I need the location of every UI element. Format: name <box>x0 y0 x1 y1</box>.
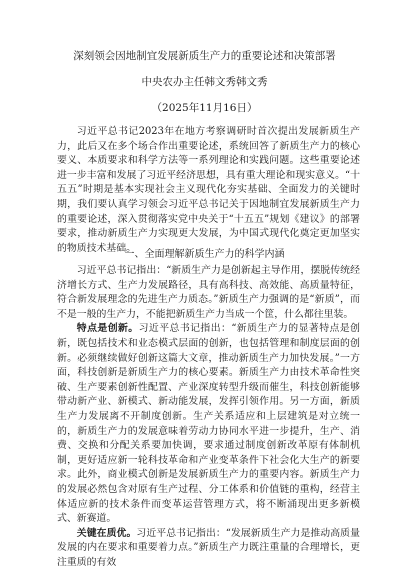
paragraph-2 <box>57 322 360 526</box>
intro-paragraph: 习近平总书记2023年在地方考察调研时首次提出发展新质生产力，此后又在多个场合作出重要论述，系统回答了新质生产力的核心要义、本质要求和科学方法等一系列理论和实践问题。这些重要论述进一步丰富和发展了习近平经济思想，具有重大理论和现实意义。“十五五”时期是基本实现社会主义现代化夯实基础、全面发力的关键时期，我们要认真学习领会习近平总书记关于因地制宜发展新质生产力的重要论述，深入贯彻落实党中央关于“十五五”规划《建议》的部署要求，推动新质生产力实现更大发展，为中国式现代化奠定更加坚实的物质技术基础。 <box>57 126 360 254</box>
paragraph-2-lead: 特点是创新。 <box>76 323 139 335</box>
paragraph-3-lead: 关键在质优。 <box>76 527 137 539</box>
section-body <box>57 264 360 570</box>
author-line: 中央农办主任韩文秀韩文秀 <box>141 76 268 88</box>
date-line: （2025年11月16日） <box>151 102 258 114</box>
paragraph-3-text: 习近平总书记指出：“发展新质生产力是推动高质量发展的内在要求和重要着力点。”新质生产力既注重量的合理增长，更注重质的有效 <box>57 527 360 568</box>
document-title: 深刻领会因地制宜发展新质生产力的重要论述和决策部署 <box>73 50 336 62</box>
section-heading: 一、全面理解新质生产力的科学内涵 <box>124 249 285 260</box>
paragraph-3 <box>57 527 360 571</box>
paragraph-1: 习近平总书记指出：“新质生产力是创新起主导作用，摆脱传统经济增长方式、生产力发展路径，具有高科技、高效能、高质量特征，符合新发展理念的先进生产力质态。”新质生产力强调的是“新质”，而不是一般的生产力，不能把新质生产力当成一个筐，什么都往里装。 <box>57 265 360 320</box>
paragraph-2-text: 习近平总书记指出：“新质生产力的显著特点是创新，既包括技术和业态模式层面的创新，也包括管理和制度层面的创新。必须继续做好创新这篇大文章，推动新质生产力加快发展。”一方面，科技创新是新质生产力的核心要素。新质生产力由技术革命性突破、生产要素创新性配置、产业深度转型升级而催生，科技创新能够带动新产业、新模式、新动能发展，发挥引领作用。另一方面，新质生产力发展离不开制度创新。生产关系适应和上层建筑是对立统一的，新质生产力的发展意味着劳动力协同水平进一步提升，生产、消费、交换和分配关系要加快调，要求通过制度创新改革原有体制机制，更好适应新一轮科技革命和产业变革条件下社会化大生产的新要求。此外，商业模式创新是发展新质生产力的重要内容。新质生产力的发展必然包含对原有生产过程、分工体系和价值链的重构，经营主体适应新的技术条件而变革运营管理方式，将不断涌现出更多新模式、新赛道。 <box>57 323 360 525</box>
intro-block <box>57 125 360 256</box>
